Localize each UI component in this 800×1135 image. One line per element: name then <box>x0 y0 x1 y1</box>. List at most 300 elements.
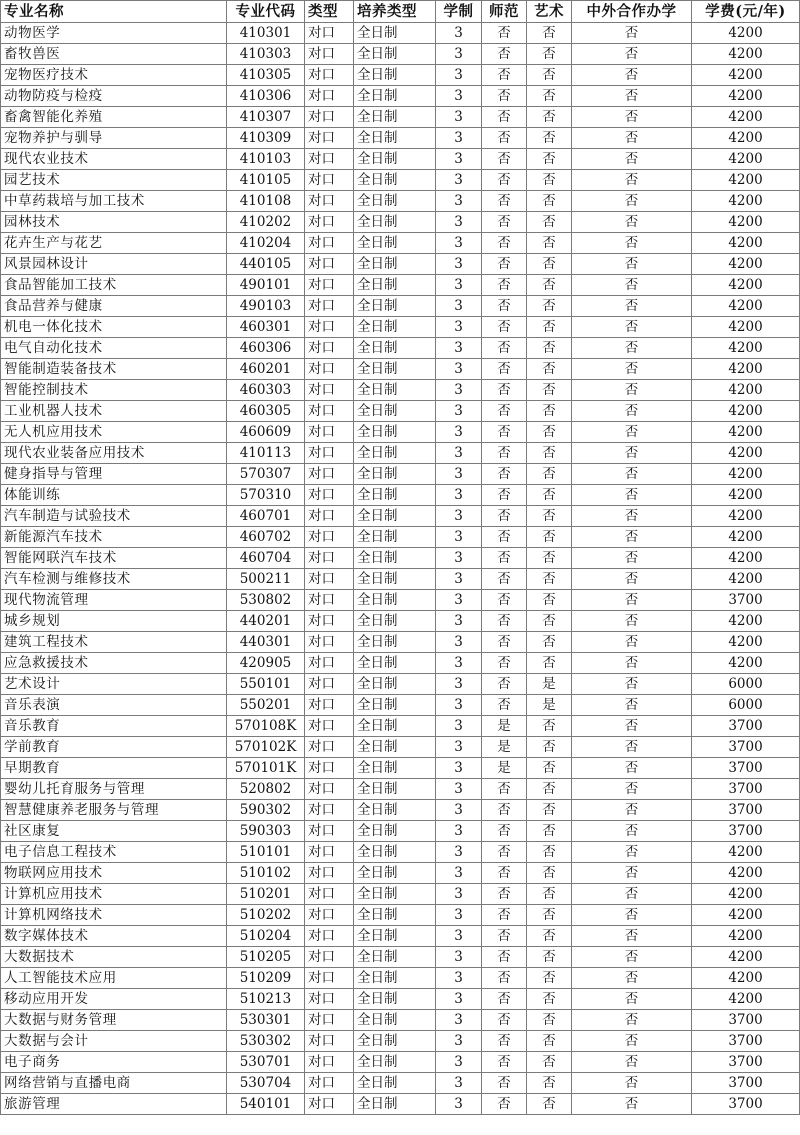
sino-foreign-cell: 否 <box>572 65 692 86</box>
sino-foreign-cell: 否 <box>572 443 692 464</box>
art-cell: 否 <box>527 44 572 65</box>
normal-school-cell: 否 <box>482 65 527 86</box>
normal-school-cell: 否 <box>482 191 527 212</box>
art-cell: 否 <box>527 737 572 758</box>
art-cell: 否 <box>527 86 572 107</box>
type-cell: 对口 <box>305 947 354 968</box>
normal-school-cell: 否 <box>482 527 527 548</box>
sino-foreign-cell: 否 <box>572 212 692 233</box>
table-row <box>1 737 800 758</box>
duration-cell: 3 <box>436 212 482 233</box>
training-type-cell: 全日制 <box>354 422 436 443</box>
major-code-cell: 410303 <box>227 44 305 65</box>
art-cell: 否 <box>527 275 572 296</box>
type-cell: 对口 <box>305 632 354 653</box>
tuition-cell: 6000 <box>692 695 800 716</box>
tuition-cell: 4200 <box>692 947 800 968</box>
tuition-cell: 4200 <box>692 233 800 254</box>
art-cell: 否 <box>527 800 572 821</box>
training-type-cell: 全日制 <box>354 695 436 716</box>
major-code-cell: 440105 <box>227 254 305 275</box>
major-code-cell: 530704 <box>227 1073 305 1094</box>
art-cell: 否 <box>527 1010 572 1031</box>
major-code-cell: 550101 <box>227 674 305 695</box>
major-name-cell: 智慧健康养老服务与管理 <box>1 800 227 821</box>
normal-school-cell: 否 <box>482 275 527 296</box>
duration-cell: 3 <box>436 44 482 65</box>
sino-foreign-cell: 否 <box>572 86 692 107</box>
major-code-cell: 570310 <box>227 485 305 506</box>
table-row <box>1 800 800 821</box>
table-row <box>1 632 800 653</box>
normal-school-cell: 否 <box>482 632 527 653</box>
tuition-cell: 4200 <box>692 527 800 548</box>
sino-foreign-cell: 否 <box>572 401 692 422</box>
sino-foreign-cell: 否 <box>572 548 692 569</box>
art-cell: 否 <box>527 191 572 212</box>
tuition-cell: 4200 <box>692 464 800 485</box>
art-cell: 否 <box>527 926 572 947</box>
major-name-cell: 体能训练 <box>1 485 227 506</box>
training-type-cell: 全日制 <box>354 338 436 359</box>
sino-foreign-cell: 否 <box>572 527 692 548</box>
major-name-cell: 计算机网络技术 <box>1 905 227 926</box>
major-code-cell: 490101 <box>227 275 305 296</box>
tuition-cell: 4200 <box>692 338 800 359</box>
sino-foreign-cell: 否 <box>572 44 692 65</box>
table-row <box>1 779 800 800</box>
training-type-cell: 全日制 <box>354 506 436 527</box>
art-cell: 否 <box>527 1052 572 1073</box>
normal-school-cell: 否 <box>482 170 527 191</box>
duration-cell: 3 <box>436 569 482 590</box>
tuition-cell: 4200 <box>692 149 800 170</box>
table-row <box>1 254 800 275</box>
art-cell: 否 <box>527 1031 572 1052</box>
sino-foreign-cell: 否 <box>572 170 692 191</box>
normal-school-cell: 否 <box>482 254 527 275</box>
art-cell: 否 <box>527 233 572 254</box>
major-code-cell: 460702 <box>227 527 305 548</box>
tuition-cell: 4200 <box>692 128 800 149</box>
training-type-cell: 全日制 <box>354 128 436 149</box>
duration-cell: 3 <box>436 695 482 716</box>
major-name-cell: 动物医学 <box>1 23 227 44</box>
art-cell: 否 <box>527 170 572 191</box>
major-name-cell: 人工智能技术应用 <box>1 968 227 989</box>
art-cell: 是 <box>527 695 572 716</box>
major-name-cell: 现代农业装备应用技术 <box>1 443 227 464</box>
major-code-cell: 570102K <box>227 737 305 758</box>
major-code-cell: 570307 <box>227 464 305 485</box>
major-name-cell: 智能制造装备技术 <box>1 359 227 380</box>
training-type-cell: 全日制 <box>354 170 436 191</box>
major-code-cell: 490103 <box>227 296 305 317</box>
training-type-cell: 全日制 <box>354 842 436 863</box>
duration-cell: 3 <box>436 1010 482 1031</box>
major-name-cell: 中草药栽培与加工技术 <box>1 191 227 212</box>
duration-cell: 3 <box>436 506 482 527</box>
major-code-cell: 460303 <box>227 380 305 401</box>
type-cell: 对口 <box>305 443 354 464</box>
sino-foreign-cell: 否 <box>572 1073 692 1094</box>
training-type-cell: 全日制 <box>354 884 436 905</box>
major-name-cell: 音乐表演 <box>1 695 227 716</box>
art-cell: 否 <box>527 779 572 800</box>
sino-foreign-cell: 否 <box>572 863 692 884</box>
major-name-cell: 畜牧兽医 <box>1 44 227 65</box>
tuition-cell: 4200 <box>692 359 800 380</box>
training-type-cell: 全日制 <box>354 968 436 989</box>
art-cell: 否 <box>527 506 572 527</box>
table-row <box>1 107 800 128</box>
duration-cell: 3 <box>436 821 482 842</box>
type-cell: 对口 <box>305 191 354 212</box>
major-name-cell: 智能控制技术 <box>1 380 227 401</box>
normal-school-cell: 否 <box>482 569 527 590</box>
duration-cell: 3 <box>436 863 482 884</box>
table-row <box>1 128 800 149</box>
type-cell: 对口 <box>305 464 354 485</box>
type-cell: 对口 <box>305 254 354 275</box>
table-row <box>1 758 800 779</box>
tuition-cell: 4200 <box>692 23 800 44</box>
tuition-cell: 4200 <box>692 65 800 86</box>
table-row <box>1 296 800 317</box>
art-cell: 否 <box>527 821 572 842</box>
normal-school-cell: 否 <box>482 968 527 989</box>
duration-cell: 3 <box>436 107 482 128</box>
sino-foreign-cell: 否 <box>572 632 692 653</box>
art-cell: 是 <box>527 674 572 695</box>
major-name-cell: 早期教育 <box>1 758 227 779</box>
sino-foreign-cell: 否 <box>572 884 692 905</box>
tuition-cell: 4200 <box>692 86 800 107</box>
duration-cell: 3 <box>436 422 482 443</box>
type-cell: 对口 <box>305 674 354 695</box>
table-row <box>1 716 800 737</box>
major-name-cell: 应急救援技术 <box>1 653 227 674</box>
training-type-cell: 全日制 <box>354 569 436 590</box>
type-cell: 对口 <box>305 695 354 716</box>
table-row <box>1 548 800 569</box>
major-name-cell: 宠物养护与驯导 <box>1 128 227 149</box>
training-type-cell: 全日制 <box>354 632 436 653</box>
art-cell: 否 <box>527 590 572 611</box>
table-row <box>1 611 800 632</box>
duration-cell: 3 <box>436 527 482 548</box>
major-code-cell: 410309 <box>227 128 305 149</box>
major-code-cell: 510209 <box>227 968 305 989</box>
training-type-cell: 全日制 <box>354 1010 436 1031</box>
sino-foreign-cell: 否 <box>572 800 692 821</box>
tuition-cell: 4200 <box>692 485 800 506</box>
duration-cell: 3 <box>436 1031 482 1052</box>
table-row <box>1 191 800 212</box>
table-row <box>1 989 800 1010</box>
major-name-cell: 音乐教育 <box>1 716 227 737</box>
major-name-cell: 婴幼儿托育服务与管理 <box>1 779 227 800</box>
table-row <box>1 884 800 905</box>
type-cell: 对口 <box>305 569 354 590</box>
table-row <box>1 212 800 233</box>
duration-cell: 3 <box>436 170 482 191</box>
major-code-cell: 570108K <box>227 716 305 737</box>
training-type-cell: 全日制 <box>354 380 436 401</box>
major-code-cell: 410305 <box>227 65 305 86</box>
major-code-cell: 530302 <box>227 1031 305 1052</box>
table-row <box>1 275 800 296</box>
duration-cell: 3 <box>436 590 482 611</box>
major-name-cell: 无人机应用技术 <box>1 422 227 443</box>
art-cell: 否 <box>527 1073 572 1094</box>
training-type-cell: 全日制 <box>354 212 436 233</box>
sino-foreign-cell: 否 <box>572 317 692 338</box>
tuition-cell: 4200 <box>692 926 800 947</box>
table-row <box>1 506 800 527</box>
tuition-cell: 4200 <box>692 44 800 65</box>
art-cell: 否 <box>527 527 572 548</box>
table-row <box>1 947 800 968</box>
major-name-cell: 食品智能加工技术 <box>1 275 227 296</box>
major-name-cell: 电子商务 <box>1 1052 227 1073</box>
tuition-cell: 3700 <box>692 779 800 800</box>
type-cell: 对口 <box>305 737 354 758</box>
major-name-cell: 工业机器人技术 <box>1 401 227 422</box>
normal-school-cell: 否 <box>482 443 527 464</box>
major-name-cell: 风景园林设计 <box>1 254 227 275</box>
duration-cell: 3 <box>436 737 482 758</box>
major-code-cell: 410301 <box>227 23 305 44</box>
sino-foreign-cell: 否 <box>572 905 692 926</box>
major-code-cell: 500211 <box>227 569 305 590</box>
art-cell: 否 <box>527 128 572 149</box>
type-cell: 对口 <box>305 107 354 128</box>
duration-cell: 3 <box>436 548 482 569</box>
normal-school-cell: 否 <box>482 590 527 611</box>
tuition-cell: 3700 <box>692 1010 800 1031</box>
tuition-cell: 3700 <box>692 1031 800 1052</box>
tuition-cell: 4200 <box>692 443 800 464</box>
tuition-cell: 4200 <box>692 611 800 632</box>
major-name-cell: 物联网应用技术 <box>1 863 227 884</box>
tuition-cell: 4200 <box>692 548 800 569</box>
duration-cell: 3 <box>436 653 482 674</box>
header-normal-school: 师范 <box>482 1 527 23</box>
type-cell: 对口 <box>305 884 354 905</box>
type-cell: 对口 <box>305 758 354 779</box>
normal-school-cell: 否 <box>482 128 527 149</box>
type-cell: 对口 <box>305 317 354 338</box>
duration-cell: 3 <box>436 1073 482 1094</box>
duration-cell: 3 <box>436 296 482 317</box>
normal-school-cell: 否 <box>482 947 527 968</box>
sino-foreign-cell: 否 <box>572 737 692 758</box>
sino-foreign-cell: 否 <box>572 338 692 359</box>
training-type-cell: 全日制 <box>354 527 436 548</box>
major-name-cell: 网络营销与直播电商 <box>1 1073 227 1094</box>
art-cell: 否 <box>527 149 572 170</box>
table-row <box>1 842 800 863</box>
type-cell: 对口 <box>305 275 354 296</box>
major-name-cell: 移动应用开发 <box>1 989 227 1010</box>
art-cell: 否 <box>527 317 572 338</box>
type-cell: 对口 <box>305 611 354 632</box>
major-name-cell: 建筑工程技术 <box>1 632 227 653</box>
normal-school-cell: 否 <box>482 926 527 947</box>
duration-cell: 3 <box>436 149 482 170</box>
major-code-cell: 410105 <box>227 170 305 191</box>
table-row <box>1 1031 800 1052</box>
duration-cell: 3 <box>436 716 482 737</box>
type-cell: 对口 <box>305 800 354 821</box>
normal-school-cell: 否 <box>482 1031 527 1052</box>
training-type-cell: 全日制 <box>354 989 436 1010</box>
art-cell: 否 <box>527 1094 572 1115</box>
major-code-cell: 420905 <box>227 653 305 674</box>
duration-cell: 3 <box>436 380 482 401</box>
tuition-cell: 4200 <box>692 422 800 443</box>
major-name-cell: 动物防疫与检疫 <box>1 86 227 107</box>
table-row <box>1 1052 800 1073</box>
major-name-cell: 健身指导与管理 <box>1 464 227 485</box>
art-cell: 否 <box>527 758 572 779</box>
art-cell: 否 <box>527 632 572 653</box>
major-code-cell: 410113 <box>227 443 305 464</box>
table-row <box>1 905 800 926</box>
duration-cell: 3 <box>436 632 482 653</box>
duration-cell: 3 <box>436 674 482 695</box>
tuition-cell: 4200 <box>692 275 800 296</box>
tuition-cell: 3700 <box>692 1073 800 1094</box>
training-type-cell: 全日制 <box>354 44 436 65</box>
major-name-cell: 新能源汽车技术 <box>1 527 227 548</box>
major-code-cell: 410307 <box>227 107 305 128</box>
header-training-type: 培养类型 <box>354 1 436 23</box>
major-code-cell: 460609 <box>227 422 305 443</box>
sino-foreign-cell: 否 <box>572 695 692 716</box>
sino-foreign-cell: 否 <box>572 569 692 590</box>
major-code-cell: 510102 <box>227 863 305 884</box>
sino-foreign-cell: 否 <box>572 359 692 380</box>
tuition-cell: 4200 <box>692 317 800 338</box>
sino-foreign-cell: 否 <box>572 716 692 737</box>
table-row <box>1 86 800 107</box>
art-cell: 否 <box>527 65 572 86</box>
normal-school-cell: 是 <box>482 737 527 758</box>
art-cell: 否 <box>527 653 572 674</box>
table-row <box>1 968 800 989</box>
art-cell: 否 <box>527 989 572 1010</box>
training-type-cell: 全日制 <box>354 863 436 884</box>
art-cell: 否 <box>527 905 572 926</box>
training-type-cell: 全日制 <box>354 65 436 86</box>
sino-foreign-cell: 否 <box>572 23 692 44</box>
table-row <box>1 1073 800 1094</box>
training-type-cell: 全日制 <box>354 443 436 464</box>
normal-school-cell: 否 <box>482 401 527 422</box>
duration-cell: 3 <box>436 86 482 107</box>
normal-school-cell: 否 <box>482 884 527 905</box>
normal-school-cell: 否 <box>482 422 527 443</box>
sino-foreign-cell: 否 <box>572 674 692 695</box>
normal-school-cell: 否 <box>482 233 527 254</box>
table-row <box>1 863 800 884</box>
duration-cell: 3 <box>436 926 482 947</box>
major-code-cell: 460301 <box>227 317 305 338</box>
tuition-cell: 3700 <box>692 800 800 821</box>
sino-foreign-cell: 否 <box>572 506 692 527</box>
table-row <box>1 422 800 443</box>
sino-foreign-cell: 否 <box>572 926 692 947</box>
type-cell: 对口 <box>305 1010 354 1031</box>
duration-cell: 3 <box>436 443 482 464</box>
normal-school-cell: 是 <box>482 758 527 779</box>
sino-foreign-cell: 否 <box>572 254 692 275</box>
type-cell: 对口 <box>305 863 354 884</box>
art-cell: 否 <box>527 842 572 863</box>
normal-school-cell: 否 <box>482 44 527 65</box>
major-code-cell: 510101 <box>227 842 305 863</box>
training-type-cell: 全日制 <box>354 86 436 107</box>
tuition-cell: 4200 <box>692 212 800 233</box>
art-cell: 否 <box>527 884 572 905</box>
training-type-cell: 全日制 <box>354 821 436 842</box>
major-code-cell: 440201 <box>227 611 305 632</box>
tuition-cell: 4200 <box>692 170 800 191</box>
art-cell: 否 <box>527 422 572 443</box>
duration-cell: 3 <box>436 989 482 1010</box>
normal-school-cell: 否 <box>482 611 527 632</box>
type-cell: 对口 <box>305 821 354 842</box>
tuition-cell: 4200 <box>692 968 800 989</box>
duration-cell: 3 <box>436 758 482 779</box>
type-cell: 对口 <box>305 401 354 422</box>
tuition-cell: 4200 <box>692 632 800 653</box>
training-type-cell: 全日制 <box>354 905 436 926</box>
table-row <box>1 23 800 44</box>
major-code-cell: 530802 <box>227 590 305 611</box>
duration-cell: 3 <box>436 191 482 212</box>
header-duration: 学制 <box>436 1 482 23</box>
training-type-cell: 全日制 <box>354 107 436 128</box>
tuition-cell: 4200 <box>692 107 800 128</box>
major-name-cell: 机电一体化技术 <box>1 317 227 338</box>
type-cell: 对口 <box>305 779 354 800</box>
major-code-cell: 510204 <box>227 926 305 947</box>
type-cell: 对口 <box>305 44 354 65</box>
tuition-cell: 3700 <box>692 1094 800 1115</box>
art-cell: 否 <box>527 548 572 569</box>
tuition-cell: 4200 <box>692 989 800 1010</box>
table-body <box>1 23 800 1115</box>
table-row <box>1 170 800 191</box>
type-cell: 对口 <box>305 485 354 506</box>
table-row <box>1 44 800 65</box>
duration-cell: 3 <box>436 317 482 338</box>
header-art: 艺术 <box>527 1 572 23</box>
type-cell: 对口 <box>305 422 354 443</box>
tuition-cell: 3700 <box>692 590 800 611</box>
type-cell: 对口 <box>305 1052 354 1073</box>
training-type-cell: 全日制 <box>354 926 436 947</box>
normal-school-cell: 否 <box>482 149 527 170</box>
sino-foreign-cell: 否 <box>572 1010 692 1031</box>
table-row <box>1 233 800 254</box>
duration-cell: 3 <box>436 275 482 296</box>
duration-cell: 3 <box>436 905 482 926</box>
training-type-cell: 全日制 <box>354 401 436 422</box>
